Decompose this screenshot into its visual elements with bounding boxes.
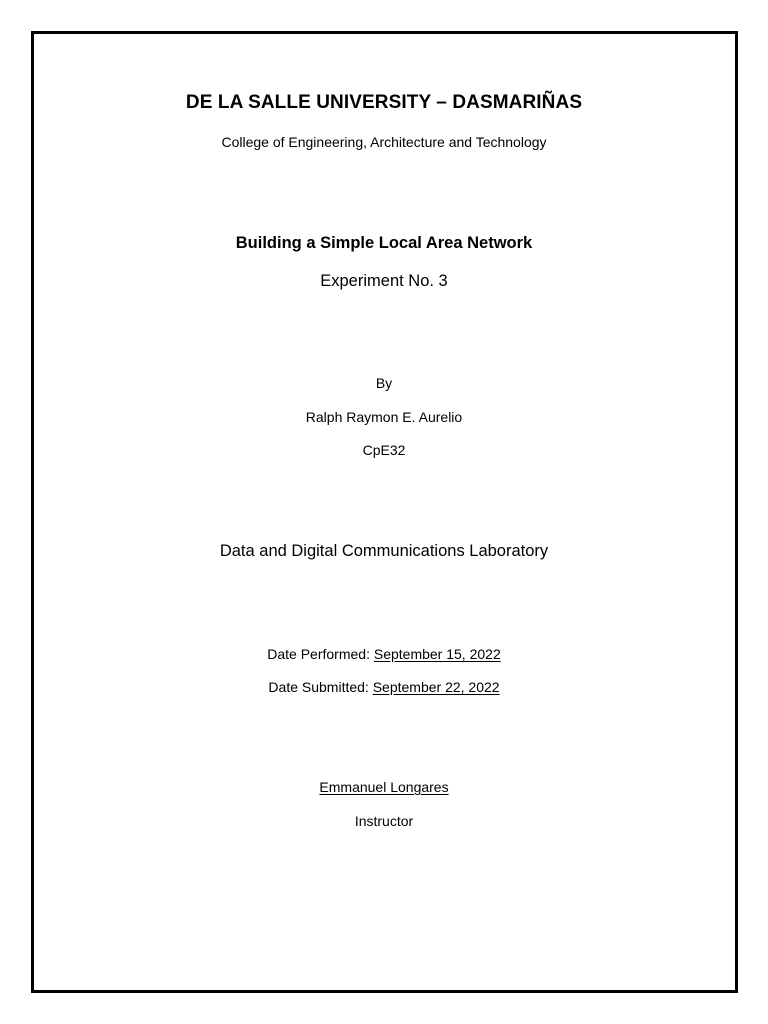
instructor-name [0,779,768,795]
page-border [31,31,738,993]
college-name: College of Engineering, Architecture and Technology [221,134,547,150]
date-submitted [0,679,768,695]
report-title: Building a Simple Local Area Network [235,234,533,252]
instructor-role: Instructor [354,813,414,829]
date-performed-label: Date Performed: [267,646,370,662]
author-name: Ralph Raymon E. Aurelio [305,409,463,425]
experiment-number: Experiment No. 3 [320,272,448,290]
by-label: By [375,375,393,391]
date-submitted-value: September 22, 2022 [372,679,500,695]
instructor-name-text: Emmanuel Longares [319,779,449,795]
date-submitted-label: Date Submitted: [268,679,369,695]
university-name: DE LA SALLE UNIVERSITY – DASMARIÑAS [185,92,583,113]
date-performed [0,646,768,662]
author-section: CpE32 [362,442,406,458]
date-performed-value: September 15, 2022 [373,646,501,662]
laboratory-name: Data and Digital Communications Laboratory [219,542,549,560]
